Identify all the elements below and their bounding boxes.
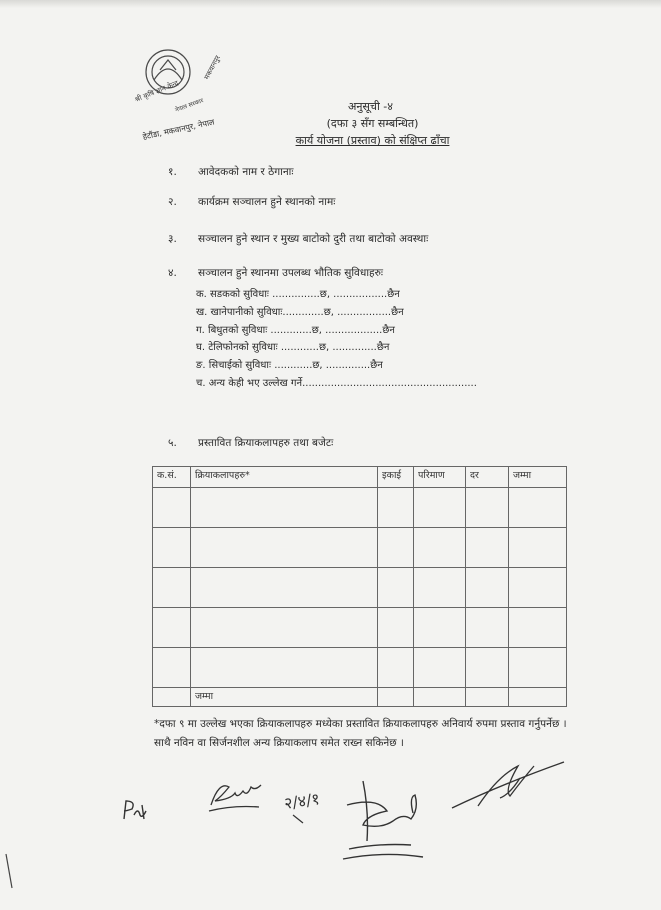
header-quantity: परिमाण xyxy=(414,467,466,488)
item-number: १. xyxy=(168,166,177,178)
item-number: ३. xyxy=(168,233,177,245)
item-label: सञ्चालन हुने स्थान र मुख्य बाटोको दुरी तथा बाटोको अवस्थाः xyxy=(198,233,429,245)
svg-text:मकवानपुर: मकवानपुर xyxy=(202,54,222,81)
date-scribble: २/४/१ xyxy=(283,789,321,813)
svg-text:श्री कृषि ज्ञान केन्द्र: श्री कृषि ज्ञान केन्द्र xyxy=(133,79,180,104)
annex-title: अनुसूची -४ xyxy=(348,100,393,113)
facility-other: च. अन्य केही भए उल्लेख गर्ने....................................................... xyxy=(196,378,477,389)
table-row xyxy=(153,488,567,528)
signature-4 xyxy=(448,758,568,818)
item-label: सञ्चालन हुने स्थानमा उपलब्ध भौतिक सुविधाहरुः xyxy=(198,267,384,279)
item-number: ४. xyxy=(168,267,177,279)
table-row xyxy=(153,608,567,648)
signature-2 xyxy=(205,775,267,817)
scan-shadow xyxy=(0,0,661,8)
total-label: जम्मा xyxy=(191,688,378,707)
item-number: ५. xyxy=(168,437,177,449)
header-rate: दर xyxy=(466,467,509,488)
facility-electricity: ग. बिधुतको सुविधाः .............छ, ..................छैन xyxy=(196,325,395,336)
table-row xyxy=(153,528,567,568)
svg-text:नेपाल सरकार: नेपाल सरकार xyxy=(174,97,205,114)
signature-date xyxy=(283,787,329,825)
item-label: कार्यक्रम सञ्चालन हुने स्थानको नामः xyxy=(198,196,336,208)
header-unit: इकाई xyxy=(378,467,414,488)
item-applicant xyxy=(168,165,294,179)
item-number: २. xyxy=(168,196,177,208)
header-total: जम्मा xyxy=(509,467,567,488)
table-row xyxy=(153,568,567,608)
item-facilities xyxy=(168,266,383,280)
signature-1 xyxy=(118,795,154,825)
table-header-row xyxy=(153,467,567,488)
annex-subtitle: (दफा ३ सँग सम्बन्धित) xyxy=(326,117,419,130)
plan-heading: कार्य योजना (प्रस्ताव) को संक्षिप्त ढाँचा xyxy=(295,134,450,147)
item-label: प्रस्तावित क्रियाकलापहरु तथा बजेटः xyxy=(198,437,334,449)
item-activities xyxy=(168,436,333,450)
stamp-location: हेटौंडा, मकवानपुर, नेपाल xyxy=(141,117,216,142)
table-total-row xyxy=(153,688,567,707)
header-activities: क्रियाकलापहरु* xyxy=(191,467,378,488)
budget-table xyxy=(152,466,567,707)
facility-road: क. सडकको सुविधाः ...............छ, .................छैन xyxy=(196,289,400,300)
signature-3 xyxy=(335,775,435,865)
table-row xyxy=(153,648,567,688)
item-label: आवेदकको नाम र ठेगानाः xyxy=(198,166,294,178)
header-sn: क.सं. xyxy=(153,467,191,488)
facility-telephone: घ. टेलिफोनको सुविधाः ............छ, ..............छैन xyxy=(196,342,390,353)
scan-margin-mark xyxy=(4,852,16,892)
facility-water: ख. खानेपानीको सुविधाः.............छ, .................छैन xyxy=(196,307,404,318)
facility-irrigation: ङ. सिचाईको सुविधाः ............छ, ..............छैन xyxy=(196,360,383,371)
footnote: *दफा ९ मा उल्लेख भएका क्रियाकलापहरु मध्येका प्रस्तावित क्रियाकलापहरु अनिवार्य रुपमा प्रस्ताव गर्नुपर्नेछ । साथै नविन वा सिर्जनशील अन्य क्रियाकलाप समेत राख्न सकिनेछ । xyxy=(154,718,567,749)
item-location xyxy=(168,195,335,209)
item-distance xyxy=(168,232,428,246)
